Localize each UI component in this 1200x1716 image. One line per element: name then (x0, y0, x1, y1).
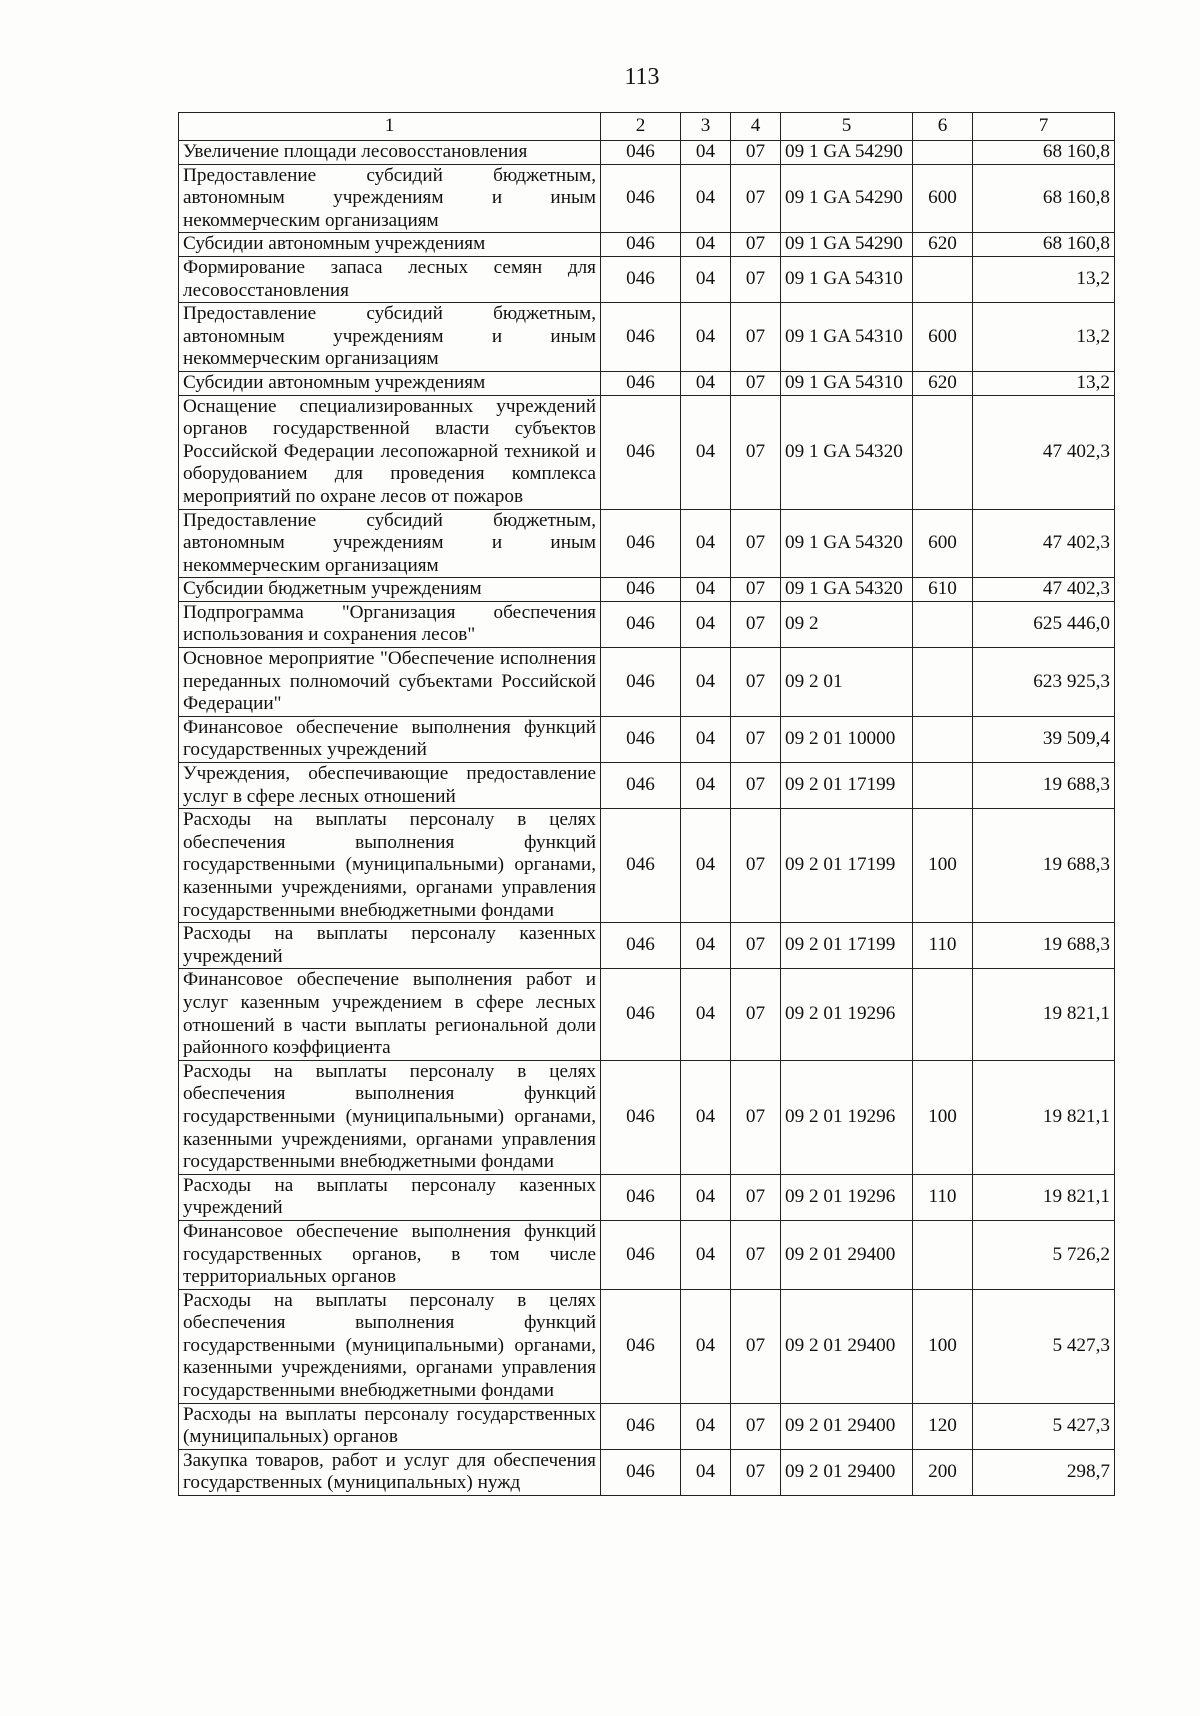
subsection-code-cell: 07 (731, 256, 781, 302)
expense-type-cell: 620 (913, 371, 973, 395)
amount-cell: 5 427,3 (973, 1289, 1115, 1403)
item-name-cell: Формирование запаса лесных семян для лесовосстановления (179, 256, 601, 302)
amount-cell: 298,7 (973, 1449, 1115, 1495)
expense-type-cell (913, 763, 973, 809)
ministry-code-cell: 046 (601, 578, 681, 602)
amount-cell: 19 688,3 (973, 809, 1115, 923)
table-row (179, 763, 1115, 809)
subsection-code-cell: 07 (731, 648, 781, 717)
subsection-code-cell: 07 (731, 923, 781, 969)
section-code-cell: 04 (681, 809, 731, 923)
section-code-cell: 04 (681, 1403, 731, 1449)
table-row (179, 969, 1115, 1060)
table-row (179, 578, 1115, 602)
section-code-cell: 04 (681, 509, 731, 578)
subsection-code-cell: 07 (731, 1449, 781, 1495)
table-row (179, 141, 1115, 165)
subsection-code-cell: 07 (731, 809, 781, 923)
item-name-cell: Увеличение площади лесовосстановления (179, 141, 601, 165)
subsection-code-cell: 07 (731, 716, 781, 762)
item-name-cell: Расходы на выплаты персоналу казенных учреждений (179, 1174, 601, 1220)
expense-type-cell: 100 (913, 809, 973, 923)
subsection-code-cell: 07 (731, 763, 781, 809)
subsection-code-cell: 07 (731, 371, 781, 395)
section-code-cell: 04 (681, 969, 731, 1060)
target-article-cell: 09 2 01 29400 (781, 1449, 913, 1495)
item-name-cell: Оснащение специализированных учреждений органов государственной власти субъектов Российской Федерации лесопожарной техникой и оборудованием для проведения комплекса мероприятий по охране лесов от пожаров (179, 395, 601, 509)
subsection-code-cell: 07 (731, 1220, 781, 1289)
header-cell: 3 (681, 113, 731, 141)
header-cell: 1 (179, 113, 601, 141)
table-row (179, 303, 1115, 372)
item-name-cell: Субсидии бюджетным учреждениям (179, 578, 601, 602)
target-article-cell: 09 1 GA 54310 (781, 256, 913, 302)
target-article-cell: 09 1 GA 54320 (781, 578, 913, 602)
target-article-cell: 09 1 GA 54310 (781, 303, 913, 372)
expense-type-cell (913, 969, 973, 1060)
ministry-code-cell: 046 (601, 969, 681, 1060)
ministry-code-cell: 046 (601, 509, 681, 578)
amount-cell: 13,2 (973, 256, 1115, 302)
item-name-cell: Расходы на выплаты персоналу государственных (муниципальных) органов (179, 1403, 601, 1449)
section-code-cell: 04 (681, 648, 731, 717)
amount-cell: 68 160,8 (973, 164, 1115, 233)
expense-type-cell (913, 256, 973, 302)
table-row (179, 256, 1115, 302)
expense-type-cell: 100 (913, 1060, 973, 1174)
expense-type-cell: 110 (913, 923, 973, 969)
ministry-code-cell: 046 (601, 1174, 681, 1220)
subsection-code-cell: 07 (731, 1403, 781, 1449)
target-article-cell: 09 1 GA 54290 (781, 233, 913, 257)
ministry-code-cell: 046 (601, 601, 681, 647)
table-row (179, 1289, 1115, 1403)
amount-cell: 47 402,3 (973, 509, 1115, 578)
amount-cell: 19 688,3 (973, 923, 1115, 969)
target-article-cell: 09 2 01 29400 (781, 1289, 913, 1403)
expense-type-cell: 600 (913, 509, 973, 578)
amount-cell: 625 446,0 (973, 601, 1115, 647)
amount-cell: 13,2 (973, 371, 1115, 395)
section-code-cell: 04 (681, 1060, 731, 1174)
expense-type-cell (913, 395, 973, 509)
ministry-code-cell: 046 (601, 763, 681, 809)
target-article-cell: 09 1 GA 54320 (781, 509, 913, 578)
subsection-code-cell: 07 (731, 578, 781, 602)
item-name-cell: Расходы на выплаты персоналу казенных учреждений (179, 923, 601, 969)
subsection-code-cell: 07 (731, 969, 781, 1060)
item-name-cell: Субсидии автономным учреждениям (179, 371, 601, 395)
section-code-cell: 04 (681, 371, 731, 395)
item-name-cell: Субсидии автономным учреждениям (179, 233, 601, 257)
section-code-cell: 04 (681, 233, 731, 257)
header-cell: 7 (973, 113, 1115, 141)
expense-type-cell: 120 (913, 1403, 973, 1449)
target-article-cell: 09 2 01 19296 (781, 969, 913, 1060)
ministry-code-cell: 046 (601, 923, 681, 969)
page-number: 113 (624, 64, 660, 90)
table-row (179, 164, 1115, 233)
header-cell: 4 (731, 113, 781, 141)
target-article-cell: 09 2 01 17199 (781, 763, 913, 809)
expense-type-cell (913, 648, 973, 717)
table-row (179, 601, 1115, 647)
section-code-cell: 04 (681, 923, 731, 969)
amount-cell: 19 821,1 (973, 1174, 1115, 1220)
table-row (179, 509, 1115, 578)
target-article-cell: 09 1 GA 54290 (781, 141, 913, 165)
target-article-cell: 09 1 GA 54310 (781, 371, 913, 395)
amount-cell: 19 688,3 (973, 763, 1115, 809)
expense-type-cell (913, 716, 973, 762)
subsection-code-cell: 07 (731, 164, 781, 233)
header-cell: 5 (781, 113, 913, 141)
amount-cell: 19 821,1 (973, 969, 1115, 1060)
ministry-code-cell: 046 (601, 371, 681, 395)
target-article-cell: 09 2 01 29400 (781, 1220, 913, 1289)
section-code-cell: 04 (681, 578, 731, 602)
target-article-cell: 09 2 01 19296 (781, 1060, 913, 1174)
item-name-cell: Расходы на выплаты персоналу в целях обеспечения выполнения функций государственными (муниципальными) органами, казенными учреждениями, органами управления государственными внебюджетными фондами (179, 809, 601, 923)
table-row (179, 1403, 1115, 1449)
amount-cell: 47 402,3 (973, 395, 1115, 509)
subsection-code-cell: 07 (731, 509, 781, 578)
item-name-cell: Расходы на выплаты персоналу в целях обеспечения выполнения функций государственными (муниципальными) органами, казенными учреждениями, органами управления государственными внебюджетными фондами (179, 1060, 601, 1174)
ministry-code-cell: 046 (601, 233, 681, 257)
expense-type-cell: 600 (913, 164, 973, 233)
amount-cell: 623 925,3 (973, 648, 1115, 717)
expense-type-cell (913, 1220, 973, 1289)
ministry-code-cell: 046 (601, 395, 681, 509)
table-row (179, 1060, 1115, 1174)
subsection-code-cell: 07 (731, 395, 781, 509)
amount-cell: 13,2 (973, 303, 1115, 372)
target-article-cell: 09 2 01 (781, 648, 913, 717)
item-name-cell: Финансовое обеспечение выполнения функций государственных органов, в том числе территориальных органов (179, 1220, 601, 1289)
amount-cell: 19 821,1 (973, 1060, 1115, 1174)
table-row (179, 648, 1115, 717)
item-name-cell: Учреждения, обеспечивающие предоставление услуг в сфере лесных отношений (179, 763, 601, 809)
table-row (179, 1220, 1115, 1289)
expense-type-cell: 600 (913, 303, 973, 372)
target-article-cell: 09 2 01 10000 (781, 716, 913, 762)
amount-cell: 39 509,4 (973, 716, 1115, 762)
ministry-code-cell: 046 (601, 303, 681, 372)
section-code-cell: 04 (681, 164, 731, 233)
item-name-cell: Предоставление субсидий бюджетным, автономным учреждениям и иным некоммерческим организациям (179, 303, 601, 372)
subsection-code-cell: 07 (731, 1060, 781, 1174)
section-code-cell: 04 (681, 1220, 731, 1289)
expense-type-cell (913, 141, 973, 165)
ministry-code-cell: 046 (601, 809, 681, 923)
table-row (179, 923, 1115, 969)
ministry-code-cell: 046 (601, 164, 681, 233)
expense-type-cell: 100 (913, 1289, 973, 1403)
section-code-cell: 04 (681, 763, 731, 809)
item-name-cell: Основное мероприятие "Обеспечение исполнения переданных полномочий субъектами Российской Федерации" (179, 648, 601, 717)
expense-type-cell: 620 (913, 233, 973, 257)
section-code-cell: 04 (681, 395, 731, 509)
item-name-cell: Расходы на выплаты персоналу в целях обеспечения выполнения функций государственными (муниципальными) органами, казенными учреждениями, органами управления государственными внебюджетными фондами (179, 1289, 601, 1403)
item-name-cell: Предоставление субсидий бюджетным, автономным учреждениям и иным некоммерческим организациям (179, 164, 601, 233)
budget-table (178, 112, 1115, 1496)
section-code-cell: 04 (681, 1449, 731, 1495)
table-row (179, 395, 1115, 509)
item-name-cell: Предоставление субсидий бюджетным, автономным учреждениям и иным некоммерческим организациям (179, 509, 601, 578)
target-article-cell: 09 2 01 19296 (781, 1174, 913, 1220)
section-code-cell: 04 (681, 256, 731, 302)
target-article-cell: 09 1 GA 54320 (781, 395, 913, 509)
subsection-code-cell: 07 (731, 303, 781, 372)
target-article-cell: 09 1 GA 54290 (781, 164, 913, 233)
item-name-cell: Финансовое обеспечение выполнения функций государственных учреждений (179, 716, 601, 762)
section-code-cell: 04 (681, 1174, 731, 1220)
ministry-code-cell: 046 (601, 256, 681, 302)
table-row (179, 1174, 1115, 1220)
ministry-code-cell: 046 (601, 1220, 681, 1289)
amount-cell: 5 726,2 (973, 1220, 1115, 1289)
subsection-code-cell: 07 (731, 141, 781, 165)
amount-cell: 68 160,8 (973, 141, 1115, 165)
section-code-cell: 04 (681, 601, 731, 647)
ministry-code-cell: 046 (601, 716, 681, 762)
section-code-cell: 04 (681, 141, 731, 165)
item-name-cell: Закупка товаров, работ и услуг для обеспечения государственных (муниципальных) нужд (179, 1449, 601, 1495)
item-name-cell: Финансовое обеспечение выполнения работ и услуг казенным учреждением в сфере лесных отношений в части выплаты региональной доли районного коэффициента (179, 969, 601, 1060)
table-row (179, 716, 1115, 762)
subsection-code-cell: 07 (731, 1174, 781, 1220)
ministry-code-cell: 046 (601, 141, 681, 165)
section-code-cell: 04 (681, 1289, 731, 1403)
ministry-code-cell: 046 (601, 1060, 681, 1174)
expense-type-cell: 610 (913, 578, 973, 602)
amount-cell: 68 160,8 (973, 233, 1115, 257)
table-row (179, 1449, 1115, 1495)
amount-cell: 5 427,3 (973, 1403, 1115, 1449)
amount-cell: 47 402,3 (973, 578, 1115, 602)
header-row (179, 113, 1115, 141)
header-cell: 2 (601, 113, 681, 141)
ministry-code-cell: 046 (601, 1403, 681, 1449)
header-cell: 6 (913, 113, 973, 141)
table-row (179, 233, 1115, 257)
ministry-code-cell: 046 (601, 1449, 681, 1495)
subsection-code-cell: 07 (731, 233, 781, 257)
target-article-cell: 09 2 01 17199 (781, 923, 913, 969)
ministry-code-cell: 046 (601, 1289, 681, 1403)
subsection-code-cell: 07 (731, 1289, 781, 1403)
expense-type-cell (913, 601, 973, 647)
expense-type-cell: 200 (913, 1449, 973, 1495)
table-row (179, 809, 1115, 923)
item-name-cell: Подпрограмма "Организация обеспечения использования и сохранения лесов" (179, 601, 601, 647)
section-code-cell: 04 (681, 303, 731, 372)
expense-type-cell: 110 (913, 1174, 973, 1220)
target-article-cell: 09 2 01 17199 (781, 809, 913, 923)
section-code-cell: 04 (681, 716, 731, 762)
table-row (179, 371, 1115, 395)
target-article-cell: 09 2 01 29400 (781, 1403, 913, 1449)
subsection-code-cell: 07 (731, 601, 781, 647)
target-article-cell: 09 2 (781, 601, 913, 647)
ministry-code-cell: 046 (601, 648, 681, 717)
